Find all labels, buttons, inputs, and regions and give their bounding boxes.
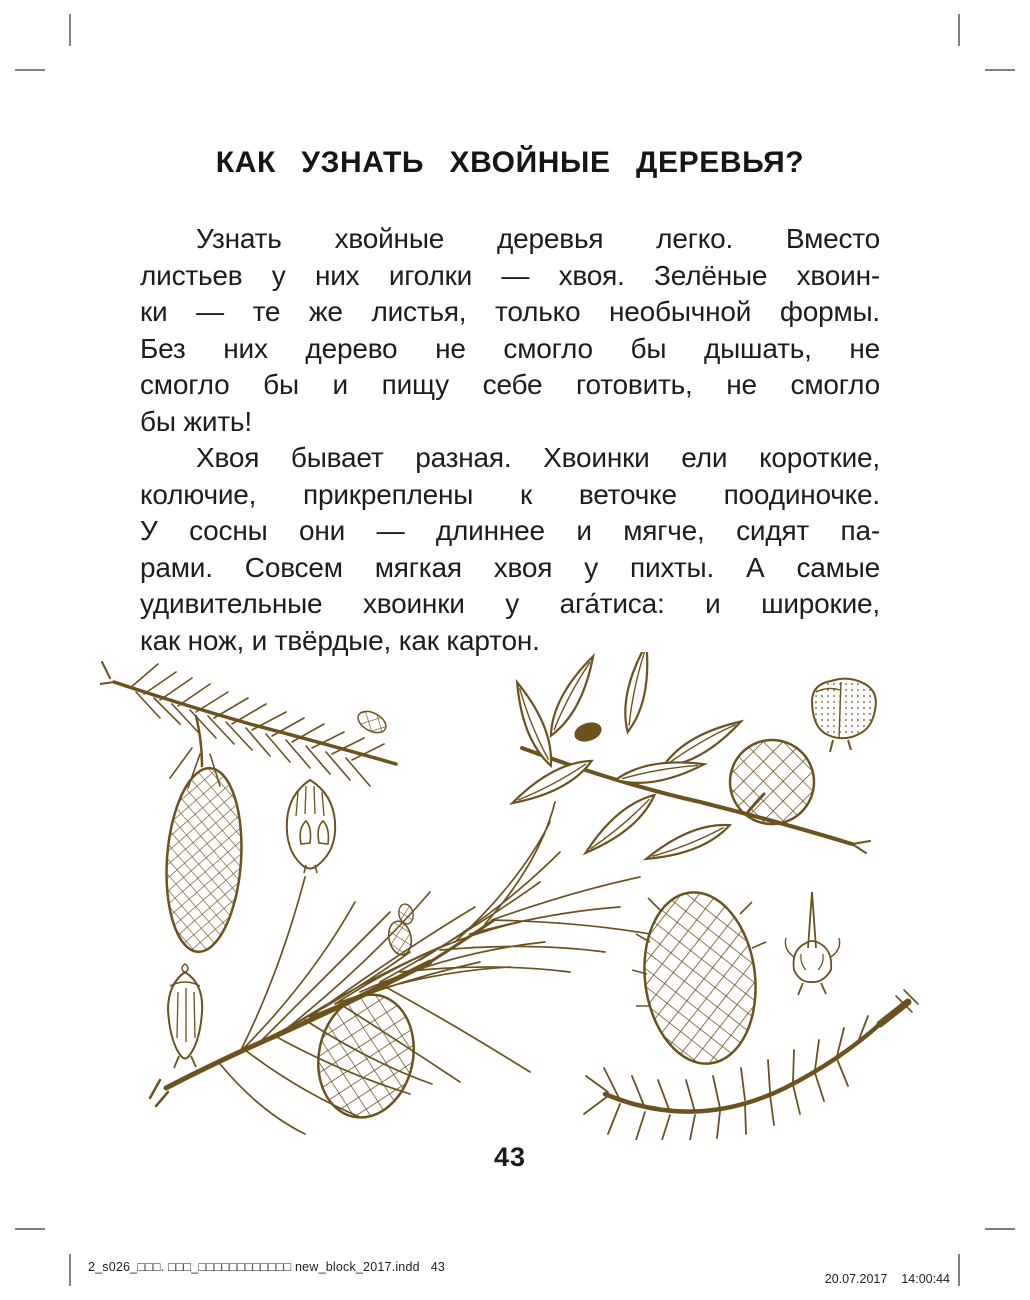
footer-filename: 2_s026_□□□. □□□_□□□□□□□□□□□□ new_block_2017.indd 43: [88, 1260, 446, 1274]
spruce-branch-illustration: [100, 662, 396, 954]
body-text: [140, 221, 880, 659]
text-line: колючие, прикреплены к веточке поодиночке.: [140, 478, 880, 510]
text-line: Без них дерево не смогло бы дышать, не: [140, 332, 880, 364]
botanical-illustrations: [100, 652, 930, 1140]
text-line: Узнать хвойные деревья легко. Вместо: [196, 223, 880, 254]
crop-mark-top-right-h: [985, 69, 1015, 71]
crop-mark-bottom-left-v: [69, 1254, 71, 1286]
text-line: удивительные хвоинки у ага́тиса: и широкие,: [140, 588, 880, 619]
page-number: 43: [493, 1142, 527, 1172]
crop-mark-bottom-right-h: [985, 1228, 1015, 1230]
fir-cone-illustration: [632, 886, 766, 1070]
footer-time: 14:00:44: [901, 1272, 950, 1286]
text-line: смогло бы и пищу себе готовить, не смогло: [140, 369, 880, 400]
footer-date: 20.07.2017: [824, 1272, 888, 1286]
paragraph-1: [140, 221, 880, 440]
text-line: листьев у них иголки — хвоя. Зелёные хвоин-: [140, 259, 880, 291]
text-line: бы жить!: [140, 405, 252, 437]
crop-mark-bottom-right-v: [958, 1254, 960, 1286]
crop-mark-top-left-v: [69, 14, 71, 46]
fir-bract-illustration: [785, 892, 839, 995]
agathis-scale-illustration: [812, 679, 876, 752]
footer-timestamp: [811, 1258, 950, 1300]
crop-mark-top-left-h: [15, 69, 45, 71]
text-line: У сосны они — длиннее и мягче, сидят па-: [140, 515, 880, 546]
pine-seed-scale-illustration: [168, 964, 202, 1068]
text-line: ки — те же листья, только необычной формы.: [140, 296, 880, 327]
text-line: Хвоя бывает разная. Хвоинки ели короткие,: [196, 442, 880, 473]
crop-mark-bottom-left-h: [15, 1228, 45, 1230]
page-title: КАК УЗНАТЬ ХВОЙНЫЕ ДЕРЕВЬЯ?: [215, 146, 805, 179]
crop-mark-top-right-v: [958, 14, 960, 46]
agathis-branch-illustration: [508, 652, 870, 867]
paragraph-2: [140, 440, 880, 659]
text-line: рами. Совсем мягкая хвоя у пихты. А самые: [140, 551, 880, 583]
spruce-seed-scale-illustration: [287, 780, 335, 873]
text-line: как нож, и твёрдые, как картон.: [140, 624, 540, 656]
